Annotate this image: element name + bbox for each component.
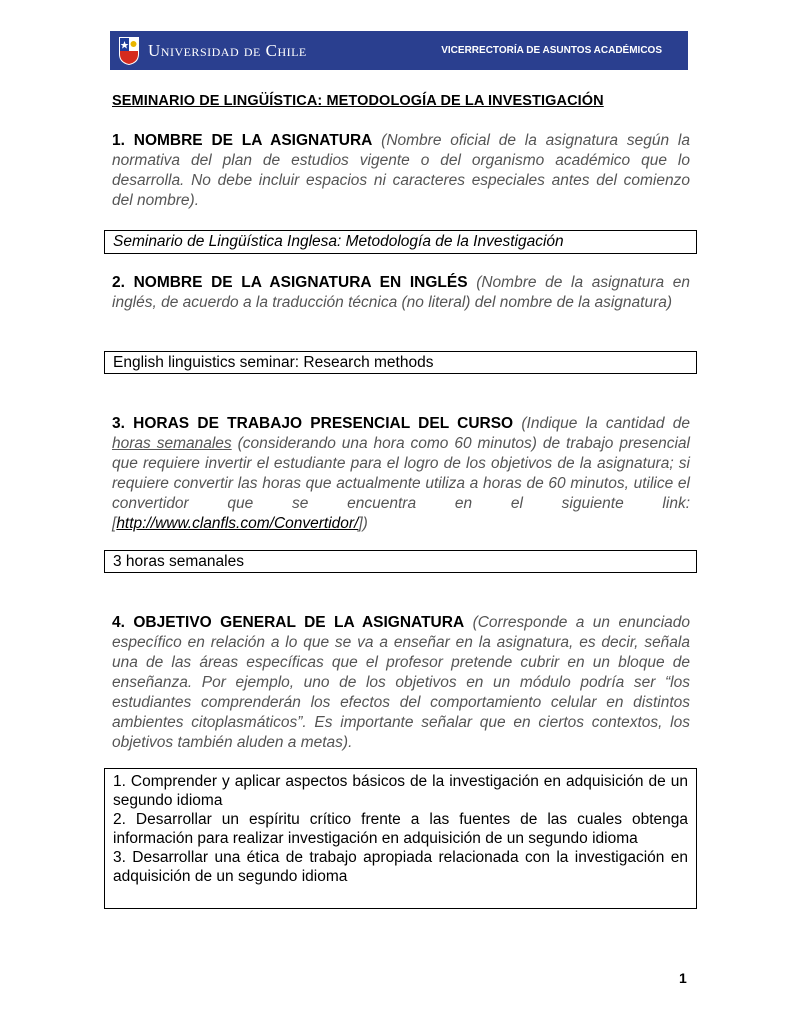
section-1-answer: Seminario de Lingüística Inglesa: Metodología de la Investigación [113, 233, 564, 250]
section-3 [112, 414, 690, 534]
vicerrectoria-label: VICERRECTORÍA DE ASUNTOS ACADÉMICOS [441, 45, 662, 56]
section-1-description: (Nombre oficial de la asignatura según la normativa del plan de estudios vigente o del organismo académico que lo desarrolla. No debe incluir espacios ni caracteres especiales antes del comienzo del nombre). [112, 132, 690, 209]
objective-item: 1. Comprender y aplicar aspectos básicos de la investigación en adquisición de un segundo idioma [113, 773, 688, 809]
university-name: Universidad de Chile [148, 40, 307, 60]
section-1-heading: 1. NOMBRE DE LA ASIGNATURA [112, 132, 373, 149]
section-3-desc-before: (Indique la cantidad de [521, 415, 690, 432]
section-3-desc-end: ]) [358, 515, 368, 532]
section-1 [112, 131, 690, 211]
university-shield-icon [118, 36, 140, 66]
convertidor-link[interactable]: http://www.clanfls.com/Convertidor/ [116, 515, 359, 532]
section-2-heading: 2. NOMBRE DE LA ASIGNATURA EN INGLÉS [112, 274, 468, 291]
section-2-answer: English linguistics seminar: Research methods [113, 354, 434, 371]
section-3-desc-underlined: horas semanales [112, 435, 232, 452]
section-4-heading: 4. OBJETIVO GENERAL DE LA ASIGNATURA [112, 614, 465, 631]
page-number: 1 [679, 970, 687, 986]
section-4 [112, 613, 690, 753]
objective-item: 2. Desarrollar un espíritu crítico frente a las fuentes de las cuales obtenga información para realizar investigación en adquisición de un segundo idioma [113, 811, 688, 847]
section-3-heading: 3. HORAS DE TRABAJO PRESENCIAL DEL CURSO [112, 415, 514, 432]
header-banner [110, 31, 688, 70]
section-4-answer-box [104, 768, 697, 909]
objective-item: 3. Desarrollar una ética de trabajo apropiada relacionada con la investigación en adquisición de un segundo idioma [113, 849, 688, 885]
section-2-answer-box [104, 351, 697, 374]
section-3-desc-after: (considerando una hora como 60 minutos) de trabajo presencial que requiere invertir el estudiante para el logro de los objetivos de la asignatura; si requiere convertir las horas que actualmente utiliza a horas de 60 minutos, utilice el convertidor que se encuentra en el siguiente link: [ [112, 435, 690, 532]
section-2-description: (Nombre de la asignatura en inglés, de acuerdo a la traducción técnica (no literal) del nombre de la asignatura) [112, 274, 690, 311]
section-2 [112, 273, 690, 313]
document-title: SEMINARIO DE LINGÜÍSTICA: METODOLOGÍA DE LA INVESTIGACIÓN [112, 93, 604, 109]
section-1-answer-box [104, 230, 697, 254]
section-4-description: (Corresponde a un enunciado específico en relación a lo que se va a enseñar en la asignatura, es decir, señala una de las áreas específicas que el profesor pretende cubrir en un bloque de enseñanza. Por ejemplo, uno de los objetivos en un módulo podría ser “los estudiantes comprenderán los efectos del comportamiento celular en distintos ambientes citoplasmáticos”. Es importante señalar que en ciertos contextos, los objetivos también aluden a metas). [112, 614, 690, 751]
section-3-answer: 3 horas semanales [113, 553, 244, 570]
section-3-answer-box [104, 550, 697, 573]
